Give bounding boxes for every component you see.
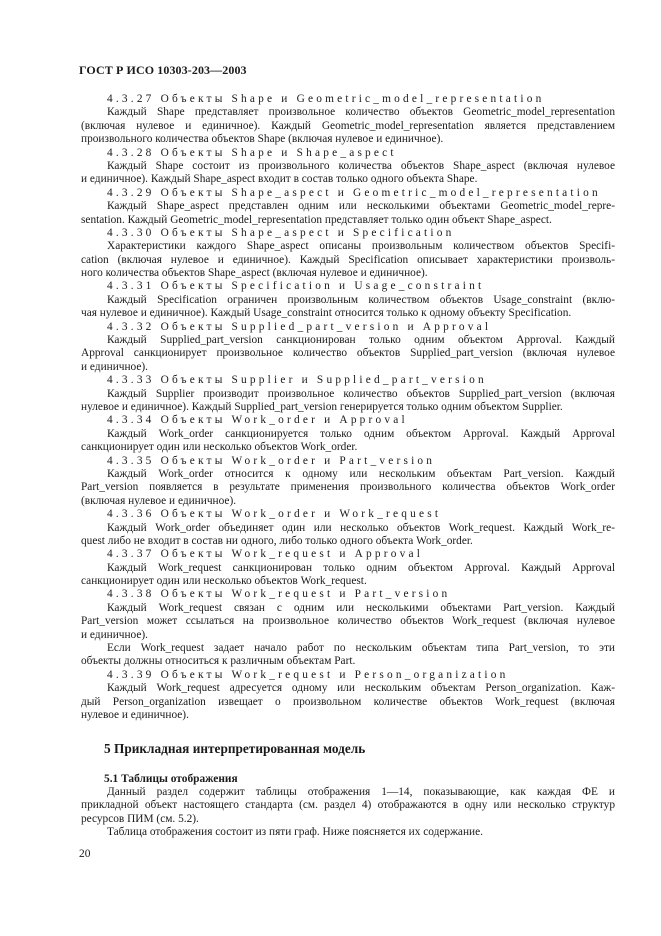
text-line: и единичное). bbox=[81, 628, 149, 641]
text-line: Данный раздел содержит таблицы отображения 1—14, показывающие, как каждая ФЕ и bbox=[107, 786, 615, 798]
text-line: quest либо не входит в состав ни одного, либо только одного объекта Work_order. bbox=[81, 534, 473, 547]
text-line: (включая нулевое и единичное). Каждый Geometric_model_representation является представлением bbox=[81, 119, 615, 132]
page-number: 20 bbox=[79, 848, 91, 860]
text-line: Каждый Supplier производит произвольное количество объектов Supplied_part_version (включая bbox=[107, 387, 615, 400]
text-line: прикладной объект настоящего стандарта (см. раздел 4) отображаются в одну или несколько структур bbox=[81, 799, 615, 812]
clause-heading: 4.3.28 Объекты Shape и Shape_aspect bbox=[107, 146, 397, 159]
text-line: нулевое и единичное). bbox=[81, 708, 189, 721]
text-line: Каждый Shape представляет произвольное количество объектов Geometric_model_representation bbox=[107, 106, 615, 119]
text-line: ного количества объектов Shape_aspect (включая нулевое и единичное). bbox=[81, 267, 428, 280]
clause-heading: 4.3.30 Объекты Shape_aspect и Specification bbox=[107, 226, 455, 239]
text-line: санкционирует один или несколько объектов Work_request. bbox=[81, 575, 367, 588]
text-line: Если Work_request задает начало работ по нескольким объектам типа Part_version, то эти bbox=[107, 642, 615, 655]
clause-heading: 4.3.31 Объекты Specification и Usage_constraint bbox=[107, 280, 485, 293]
text-line: Каждый Supplied_part_version санкционирован только одним объектом Approval. Каждый bbox=[107, 334, 615, 347]
text-line: ресурсов ПИМ (см. 5.2). bbox=[81, 812, 199, 825]
text-line: Каждый Specification ограничен произвольным количеством объектов Usage_constraint (вклю- bbox=[107, 293, 615, 306]
text-line: Каждый Work_request связан с одним или несколькими объектами Part_version. Каждый bbox=[107, 601, 615, 614]
clause-heading: 4.3.38 Объекты Work_request и Part_version bbox=[107, 588, 451, 601]
text-line: и единичное). Каждый Shape_aspect входит в состав только одного объекта Shape. bbox=[81, 173, 478, 186]
section-title: 5 Прикладная интерпретированная модель bbox=[104, 741, 366, 756]
text-line: дый Person_organization извещает о произвольном количестве объектов Work_request (включая bbox=[81, 695, 615, 708]
text-line: Каждый Shape_aspect представлен одним или несколькими объектами Geometric_model_repre- bbox=[107, 200, 615, 213]
text-line: (включая нулевое и единичное). bbox=[81, 494, 237, 507]
clause-heading: 4.3.29 Объекты Shape_aspect и Geometric_model_representation bbox=[107, 186, 601, 199]
clause-heading: 4.3.39 Объекты Work_request и Person_organization bbox=[107, 668, 509, 681]
clause-heading: 4.3.32 Объекты Supplied_part_version и Approval bbox=[107, 320, 492, 333]
text-line: и единичное). bbox=[81, 360, 149, 373]
clause-heading: 4.3.34 Объекты Work_order и Approval bbox=[107, 414, 408, 427]
text-line: Каждый Work_order относится к одному или нескольким объектам Part_version. Каждый bbox=[107, 467, 615, 480]
text-line: Характеристики каждого Shape_aspect описаны произвольным количеством объектов Specifi- bbox=[107, 240, 615, 253]
text-line: Каждый Work_order санкционируется только одним объектом Approval. Каждый Approval bbox=[107, 427, 615, 440]
text-line: Каждый Shape состоит из произвольного количества объектов Shape_aspect (включая нулевое bbox=[107, 159, 615, 172]
document-header: ГОСТ Р ИСО 10303-203—2003 bbox=[79, 63, 247, 77]
text-line: объекты должны относиться к различным объектам Part. bbox=[81, 655, 356, 668]
text-line: нулевое и единичное). Каждый Supplied_part_version генерируется только одним объектом Supplier. bbox=[81, 400, 563, 413]
text-line: произвольного количества объектов Shape (включая нулевое и единичное). bbox=[81, 133, 444, 146]
text-line: cation (включая нулевое и единичное). Каждый Specification описывает характеристики произволь- bbox=[81, 253, 615, 266]
text-line: Таблица отображения состоит из пяти граф. Ниже поясняется их содержание. bbox=[107, 826, 483, 839]
text-line: санкционирует один или несколько объектов Work_order. bbox=[81, 441, 358, 454]
clause-heading: 4.3.27 Объекты Shape и Geometric_model_representation bbox=[107, 93, 545, 105]
text-line: Каждый Work_request санкционирован только одним объектом Approval. Каждый Approval bbox=[107, 561, 615, 574]
clause-heading: 4.3.36 Объекты Work_order и Work_request bbox=[107, 508, 442, 521]
subsection-title: 5.1 Таблицы отображения bbox=[104, 773, 238, 785]
text-line: чая нулевое и единичное). Каждый Usage_constraint относится только к одному объекту Specification. bbox=[81, 307, 572, 320]
clause-heading: 4.3.37 Объекты Work_request и Approval bbox=[107, 548, 424, 561]
clause-4-3-text bbox=[81, 93, 615, 722]
text-line: Part_version может ссылаться на произвольное количество объектов Work_request (включая нулевое bbox=[81, 615, 615, 628]
text-line: sentation. Каждый Geometric_model_representation представляет только один объект Shape_aspect. bbox=[81, 213, 552, 226]
text-line: Part_version появляется в результате применения произвольного количества объектов Work_order bbox=[81, 481, 615, 494]
clause-heading: 4.3.35 Объекты Work_order и Part_version bbox=[107, 454, 436, 467]
text-line: Approval санкционирует произвольное количество объектов Supplied_part_version (включая нулевое bbox=[81, 347, 615, 360]
clause-5-1-text bbox=[81, 786, 615, 840]
clause-heading: 4.3.33 Объекты Supplier и Supplied_part_version bbox=[107, 374, 487, 387]
text-line: Каждый Work_order объединяет один или несколько объектов Work_request. Каждый Work_re- bbox=[107, 521, 615, 534]
text-line: Каждый Work_request адресуется одному или нескольким объектам Person_organization. Каж- bbox=[107, 682, 615, 695]
